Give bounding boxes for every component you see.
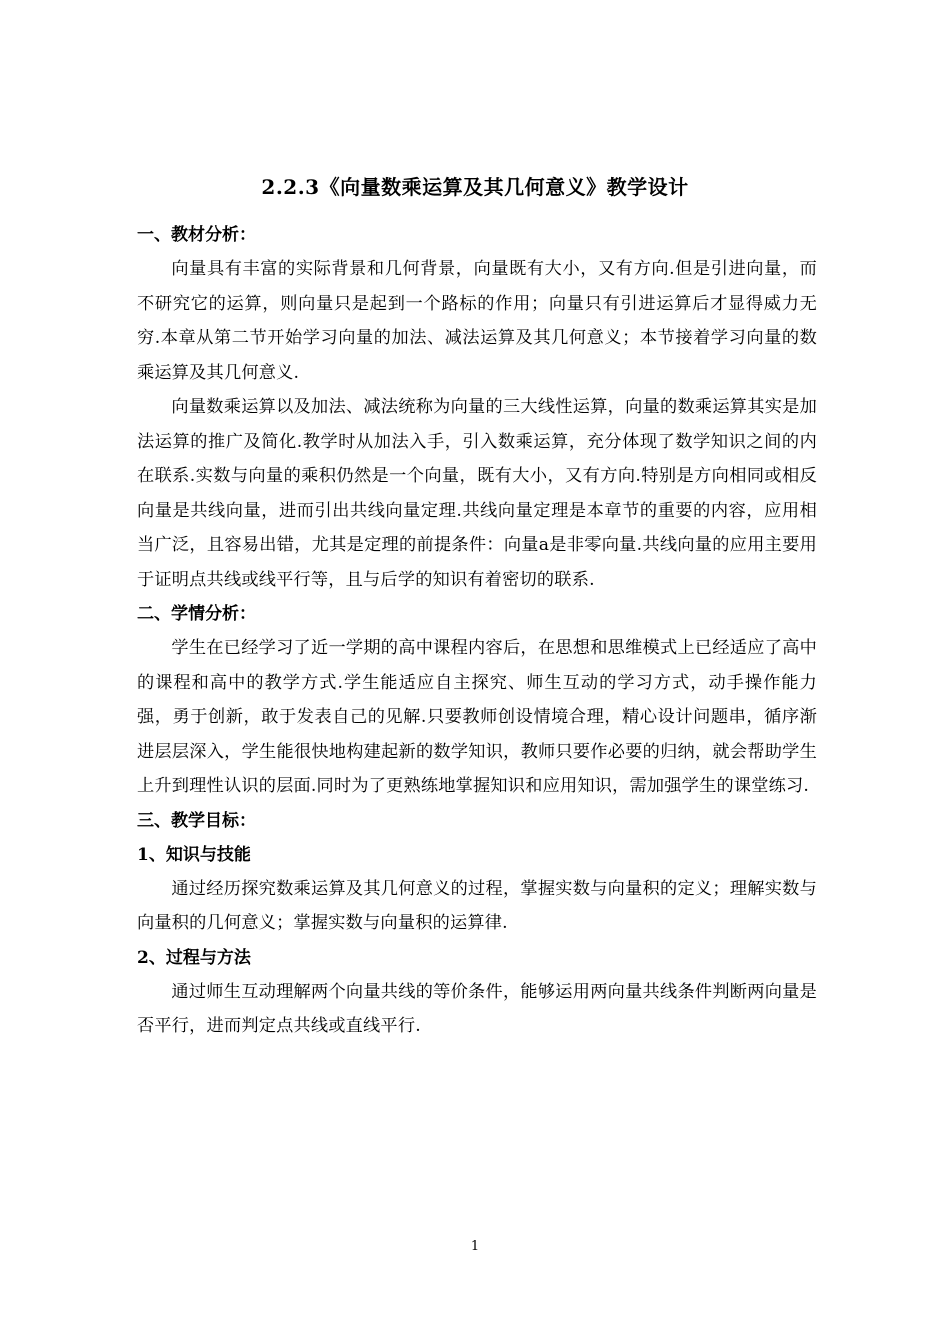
section-heading-student-analysis: 二、学情分析： [137,604,256,624]
subsection-heading-knowledge-skills: 1、知识与技能 [137,844,251,865]
page-number: 1 [470,1239,480,1254]
paragraph: 学生在已经学习了近一学期的高中课程内容后，在思想和思维模式上已经适应了高中的课程和高中的教学方式.学生能适应自主探究、师生互动的学习方式，动手操作能力强，勇于创新，敢于发表自己的见解.只要教师创设情境合理，精心设计问题串，循序渐进层层深入，学生能很快地构建起新的数学知识，教师只要作必要的归纳，就会帮助学生上升到理性认识的层面.同时为了更熟练地掌握知识和应用知识，需加强学生的课堂练习. [137,638,817,796]
document-title: 2.2.3《向量数乘运算及其几何意义》教学设计 [261,175,689,199]
paragraph: 向量数乘运算以及加法、减法统称为向量的三大线性运算，向量的数乘运算其实是加法运算的推广及简化.教学时从加法入手，引入数乘运算，充分体现了数学知识之间的内在联系.实数与向量的乘积仍然是一个向量，既有大小，又有方向.特别是方向相同或相反向量是共线向量，进而引出共线向量定理.共线向量定理是本章节的重要的内容，应用相当广泛，且容易出错，尤其是定理的前提条件：向量a是非零向量.共线向量的应用主要用于证明点共线或线平行等，且与后学的知识有着密切的联系. [137,397,817,590]
section-heading-textbook-analysis: 一、教材分析： [137,225,256,245]
section-heading-teaching-objectives: 三、教学目标： [137,810,256,831]
document-body [137,218,817,1044]
paragraph: 向量具有丰富的实际背景和几何背景，向量既有大小，又有方向.但是引进向量，而不研究它的运算，则向量只是起到一个路标的作用；向量只有引进运算后才显得威力无穷.本章从第二节开始学习向量的加法、减法运算及其几何意义；本节接着学习向量的数乘运算及其几何意义. [137,259,817,383]
paragraph: 通过经历探究数乘运算及其几何意义的过程，掌握实数与向量积的定义；理解实数与向量积的几何意义；掌握实数与向量积的运算律. [137,878,817,933]
subsection-heading-process-methods: 2、过程与方法 [137,947,251,968]
paragraph: 通过师生互动理解两个向量共线的等价条件，能够运用两向量共线条件判断两向量是否平行，进而判定点共线或直线平行. [137,981,817,1036]
